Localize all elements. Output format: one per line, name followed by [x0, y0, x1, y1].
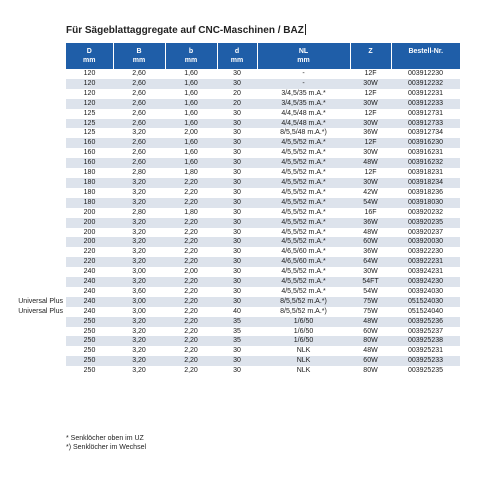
table-row	[66, 257, 460, 267]
column-header	[257, 43, 350, 69]
column-header-name: B	[136, 48, 142, 55]
table-cell: 1,80	[165, 168, 217, 178]
table-cell: 200	[66, 237, 113, 247]
page-title	[66, 24, 306, 36]
table-cell: 4/5,5/52 m.A.*	[257, 138, 350, 148]
table-row	[66, 267, 460, 277]
table-cell: 12F	[350, 69, 391, 79]
table-cell: 3,00	[113, 267, 165, 277]
table-cell: 4/4,5/48 m.A.*	[257, 109, 350, 119]
table-cell: 003924231	[391, 267, 460, 277]
table-cell: 3,20	[113, 237, 165, 247]
table-cell: 003924030	[391, 287, 460, 297]
table-cell: 003925231	[391, 346, 460, 356]
table-cell: 3/4,5/35 m.A.*	[257, 89, 350, 99]
table-cell: 2,60	[113, 148, 165, 158]
table-cell: 36W	[350, 247, 391, 257]
table-cell: 30	[217, 188, 257, 198]
table-cell: 30	[217, 346, 257, 356]
table-row	[66, 247, 460, 257]
column-header-unit: mm	[184, 57, 198, 64]
table-cell: 54FT	[350, 277, 391, 287]
table-cell: 60W	[350, 356, 391, 366]
table-cell: 36W	[350, 218, 391, 228]
column-header	[391, 43, 460, 69]
table-cell: 30	[217, 198, 257, 208]
table-cell: 2,80	[113, 168, 165, 178]
table-cell: 4/6,5/60 m.A.*	[257, 247, 350, 257]
table-cell: 1,60	[165, 148, 217, 158]
table-cell: 20	[217, 89, 257, 99]
table-cell: 003918231	[391, 168, 460, 178]
table-cell: 125	[66, 109, 113, 119]
table-cell: 1,60	[165, 119, 217, 129]
table-cell: 4/5,5/52 m.A.*	[257, 148, 350, 158]
table-cell: 2,20	[165, 356, 217, 366]
table-cell: 2,20	[165, 198, 217, 208]
table-cell: 3,20	[113, 198, 165, 208]
table-cell: 125	[66, 119, 113, 129]
table-cell: 30W	[350, 148, 391, 158]
table-cell: 4/5,5/52 m.A.*	[257, 267, 350, 277]
product-table	[66, 43, 460, 376]
column-header-unit: mm	[132, 57, 146, 64]
table-cell: 4/5,5/52 m.A.*	[257, 277, 350, 287]
table-cell: 2,00	[165, 267, 217, 277]
table-cell: 003920235	[391, 218, 460, 228]
table-cell: 2,20	[165, 307, 217, 317]
table-body	[66, 69, 460, 376]
table-cell: 30	[217, 237, 257, 247]
column-header-name: Z	[368, 48, 373, 55]
table-cell: 2,20	[165, 327, 217, 337]
table-cell: 48W	[350, 317, 391, 327]
table-cell: 250	[66, 366, 113, 376]
table-cell: 30W	[350, 119, 391, 129]
table-row	[66, 198, 460, 208]
table-cell: 4/5,5/52 m.A.*	[257, 198, 350, 208]
table-cell: 051524040	[391, 307, 460, 317]
table-cell: 30	[217, 257, 257, 267]
table-cell: NLK	[257, 356, 350, 366]
table-cell: 1,60	[165, 109, 217, 119]
table-cell: 30	[217, 218, 257, 228]
table-cell: 30	[217, 158, 257, 168]
table-row	[66, 69, 460, 79]
table-cell: 30	[217, 178, 257, 188]
table-cell: 75W	[350, 297, 391, 307]
table-cell: 003912233	[391, 99, 460, 109]
table-row	[66, 178, 460, 188]
table-cell: 1,60	[165, 69, 217, 79]
table-cell: 003912231	[391, 89, 460, 99]
table-cell: 003916232	[391, 158, 460, 168]
table-row	[66, 297, 460, 307]
table-cell: 003920237	[391, 228, 460, 238]
table-row	[66, 208, 460, 218]
table-cell: 2,20	[165, 277, 217, 287]
table-cell: 003925235	[391, 366, 460, 376]
table-header	[66, 43, 460, 69]
table-cell: 240	[66, 277, 113, 287]
table-cell: 003912232	[391, 79, 460, 89]
footnote-1: * Senklöcher oben im UZ	[66, 435, 144, 442]
column-header-name: Bestell-Nr.	[408, 48, 444, 55]
table-row	[66, 336, 460, 346]
table-cell: 003925233	[391, 356, 460, 366]
table-row	[66, 148, 460, 158]
table-cell: 2,60	[113, 119, 165, 129]
table-cell: 160	[66, 148, 113, 158]
table-row	[66, 237, 460, 247]
table-cell: 3,20	[113, 228, 165, 238]
table-cell: 16F	[350, 208, 391, 218]
table-cell: 30	[217, 356, 257, 366]
table-cell: 180	[66, 168, 113, 178]
table-row	[66, 287, 460, 297]
table-row	[66, 356, 460, 366]
table-row	[66, 277, 460, 287]
table-cell: 36W	[350, 128, 391, 138]
table-cell: 1/6/50	[257, 327, 350, 337]
column-header-unit: mm	[83, 57, 96, 64]
table-row	[66, 327, 460, 337]
table-cell: 1,80	[165, 208, 217, 218]
table-cell: 3,20	[113, 317, 165, 327]
table-cell: 30	[217, 287, 257, 297]
table-cell: 2,60	[113, 69, 165, 79]
table-cell: 2,20	[165, 178, 217, 188]
table-cell: 2,80	[113, 208, 165, 218]
table-cell: 30	[217, 297, 257, 307]
table-cell: 2,60	[113, 109, 165, 119]
column-header-name: d	[234, 48, 240, 55]
table-cell: 3,20	[113, 366, 165, 376]
table-cell: 003912230	[391, 69, 460, 79]
table-cell: 003924230	[391, 277, 460, 287]
table-cell: 250	[66, 327, 113, 337]
table-cell: 003920030	[391, 237, 460, 247]
table-row	[66, 346, 460, 356]
table-cell: 2,60	[113, 99, 165, 109]
table-cell: 3,20	[113, 356, 165, 366]
table-row	[66, 109, 460, 119]
table-cell: 3,20	[113, 247, 165, 257]
table-cell: 54W	[350, 198, 391, 208]
table-cell: 30W	[350, 99, 391, 109]
table-cell: 30	[217, 247, 257, 257]
table-row	[66, 218, 460, 228]
table-cell: 003912734	[391, 128, 460, 138]
table-cell: 3,60	[113, 287, 165, 297]
table-cell: 60W	[350, 327, 391, 337]
table-cell: 120	[66, 69, 113, 79]
row-side-label: Universal Plus	[18, 297, 63, 305]
table-row	[66, 228, 460, 238]
column-header-name: NL	[298, 48, 309, 55]
table-cell: 240	[66, 287, 113, 297]
table-cell: 30	[217, 267, 257, 277]
table-row	[66, 89, 460, 99]
table-row	[66, 128, 460, 138]
table-cell: 40	[217, 307, 257, 317]
table-cell: 220	[66, 247, 113, 257]
table-cell: 240	[66, 307, 113, 317]
table-cell: 2,20	[165, 237, 217, 247]
table-cell: 220	[66, 257, 113, 267]
table-cell: 4/5,5/52 m.A.*	[257, 158, 350, 168]
table-cell: 4/5,5/52 m.A.*	[257, 168, 350, 178]
table-cell: 75W	[350, 307, 391, 317]
table-cell: 2,20	[165, 218, 217, 228]
table-cell: 1,60	[165, 158, 217, 168]
table-cell: 2,20	[165, 247, 217, 257]
table-cell: 250	[66, 336, 113, 346]
table-cell: 2,20	[165, 257, 217, 267]
table-cell: 003920232	[391, 208, 460, 218]
table-cell: 120	[66, 79, 113, 89]
table-cell: 8/5,5/52 m.A.*)	[257, 307, 350, 317]
table-cell: 4/5,5/52 m.A.*	[257, 287, 350, 297]
table-cell: 20	[217, 99, 257, 109]
table-row	[66, 366, 460, 376]
table-cell: 2,20	[165, 346, 217, 356]
table-cell: 1/6/50	[257, 336, 350, 346]
table-cell: 12F	[350, 109, 391, 119]
table-cell: 003916230	[391, 138, 460, 148]
table-cell: 003925236	[391, 317, 460, 327]
table-cell: 4/5,5/52 m.A.*	[257, 208, 350, 218]
table-cell: 120	[66, 89, 113, 99]
table-cell: 48W	[350, 158, 391, 168]
table-cell: 48W	[350, 228, 391, 238]
table-cell: 54W	[350, 287, 391, 297]
table-cell: 003925237	[391, 327, 460, 337]
table-cell: 30	[217, 208, 257, 218]
table-cell: 60W	[350, 237, 391, 247]
table-cell: 180	[66, 198, 113, 208]
table-cell: 200	[66, 218, 113, 228]
table-cell: 64W	[350, 257, 391, 267]
table-cell: -	[257, 79, 350, 89]
table-cell: 240	[66, 267, 113, 277]
table-cell: 125	[66, 128, 113, 138]
title-text: Für Sägeblattaggregate auf CNC-Maschinen / BAZ	[66, 25, 304, 36]
table-cell: 120	[66, 99, 113, 109]
column-header-unit: mm	[230, 57, 244, 64]
table-cell: 35	[217, 327, 257, 337]
table-cell: 003925238	[391, 336, 460, 346]
footnote-2: *) Senklöcher im Wechsel	[66, 444, 147, 451]
column-header-unit	[392, 56, 461, 65]
column-header-unit: mm	[297, 57, 310, 64]
table-cell: 1,60	[165, 138, 217, 148]
table-cell: 2,20	[165, 336, 217, 346]
table-cell: 200	[66, 208, 113, 218]
table-cell: 30	[217, 277, 257, 287]
table-cell: 3,20	[113, 257, 165, 267]
table-cell: 2,60	[113, 79, 165, 89]
table-cell: 4/5,5/52 m.A.*	[257, 188, 350, 198]
table-cell: 2,60	[113, 89, 165, 99]
table-cell: 12F	[350, 89, 391, 99]
table-cell: 2,20	[165, 297, 217, 307]
table-cell: 30	[217, 69, 257, 79]
table-cell: 30W	[350, 267, 391, 277]
table-cell: NLK	[257, 346, 350, 356]
table-cell: 180	[66, 188, 113, 198]
table-cell: 30	[217, 228, 257, 238]
table-row	[66, 168, 460, 178]
table-cell: 2,20	[165, 228, 217, 238]
table-cell: 4/5,5/52 m.A.*	[257, 228, 350, 238]
table-cell: 160	[66, 158, 113, 168]
table-cell: 200	[66, 228, 113, 238]
column-header	[350, 43, 391, 69]
table-cell: 30	[217, 148, 257, 158]
table-cell: 35	[217, 317, 257, 327]
table-cell: 30	[217, 79, 257, 89]
row-side-label: Universal Plus	[18, 307, 63, 315]
table-cell: 003918234	[391, 178, 460, 188]
table-cell: 3,20	[113, 277, 165, 287]
table-cell: 30	[217, 366, 257, 376]
table-cell: 003912731	[391, 109, 460, 119]
table-cell: 051524030	[391, 297, 460, 307]
table-cell: 3,20	[113, 336, 165, 346]
table-cell: 003922230	[391, 247, 460, 257]
table-cell: 4/6,5/60 m.A.*	[257, 257, 350, 267]
table-cell: 2,20	[165, 366, 217, 376]
table-cell: 3,20	[113, 218, 165, 228]
table-cell: 003918030	[391, 198, 460, 208]
column-header	[113, 43, 165, 69]
table-row	[66, 79, 460, 89]
table-cell: 3,20	[113, 327, 165, 337]
table-row	[66, 138, 460, 148]
table-cell: 250	[66, 346, 113, 356]
table-cell: 3,20	[113, 178, 165, 188]
table-cell: 240	[66, 297, 113, 307]
table-cell: 12F	[350, 168, 391, 178]
table-cell: 30W	[350, 79, 391, 89]
table-cell: 3,20	[113, 346, 165, 356]
table-cell: 4/5,5/52 m.A.*	[257, 178, 350, 188]
table-cell: 30	[217, 128, 257, 138]
table-cell: 1,60	[165, 89, 217, 99]
table-row	[66, 317, 460, 327]
column-header	[66, 43, 113, 69]
table-row	[66, 307, 460, 317]
table-cell: 35	[217, 336, 257, 346]
table-cell: 180	[66, 178, 113, 188]
table-cell: 1/6/50	[257, 317, 350, 327]
table-cell: 2,20	[165, 188, 217, 198]
table-row	[66, 99, 460, 109]
column-header-name: b	[188, 48, 194, 55]
column-header-unit	[351, 56, 391, 65]
table-cell: 2,00	[165, 128, 217, 138]
table-cell: 30	[217, 138, 257, 148]
table-cell: 160	[66, 138, 113, 148]
table-cell: 8/5,5/48 m.A.*)	[257, 128, 350, 138]
table-row	[66, 119, 460, 129]
text-cursor	[305, 24, 306, 35]
table-cell: 3,00	[113, 297, 165, 307]
table-cell: 1,60	[165, 79, 217, 89]
table-cell: 1,60	[165, 99, 217, 109]
table-cell: -	[257, 69, 350, 79]
table-cell: 4/5,5/52 m.A.*	[257, 218, 350, 228]
table-cell: 80W	[350, 366, 391, 376]
table-cell: 2,60	[113, 158, 165, 168]
column-header-name: D	[86, 48, 92, 55]
table-cell: NLK	[257, 366, 350, 376]
column-header	[165, 43, 217, 69]
table-cell: 3,20	[113, 188, 165, 198]
table-row	[66, 188, 460, 198]
table-cell: 250	[66, 356, 113, 366]
table-cell: 30	[217, 168, 257, 178]
table-cell: 80W	[350, 336, 391, 346]
table-cell: 42W	[350, 188, 391, 198]
table-cell: 2,60	[113, 138, 165, 148]
table-cell: 003912733	[391, 119, 460, 129]
header-row	[66, 43, 460, 69]
table-cell: 4/4,5/48 m.A.*	[257, 119, 350, 129]
table-cell: 3/4,5/35 m.A.*	[257, 99, 350, 109]
table-cell: 003916231	[391, 148, 460, 158]
table-row	[66, 158, 460, 168]
table-cell: 48W	[350, 346, 391, 356]
table-cell: 30	[217, 119, 257, 129]
table-cell: 003918236	[391, 188, 460, 198]
table-cell: 30	[217, 109, 257, 119]
table-cell: 2,20	[165, 287, 217, 297]
column-header	[217, 43, 257, 69]
table-cell: 250	[66, 317, 113, 327]
table-cell: 2,20	[165, 317, 217, 327]
table-cell: 3,00	[113, 307, 165, 317]
table-cell: 12F	[350, 138, 391, 148]
table-cell: 30W	[350, 178, 391, 188]
table-cell: 3,20	[113, 128, 165, 138]
table-cell: 003922231	[391, 257, 460, 267]
table-cell: 8/5,5/52 m.A.*)	[257, 297, 350, 307]
table-cell: 4/5,5/52 m.A.*	[257, 237, 350, 247]
